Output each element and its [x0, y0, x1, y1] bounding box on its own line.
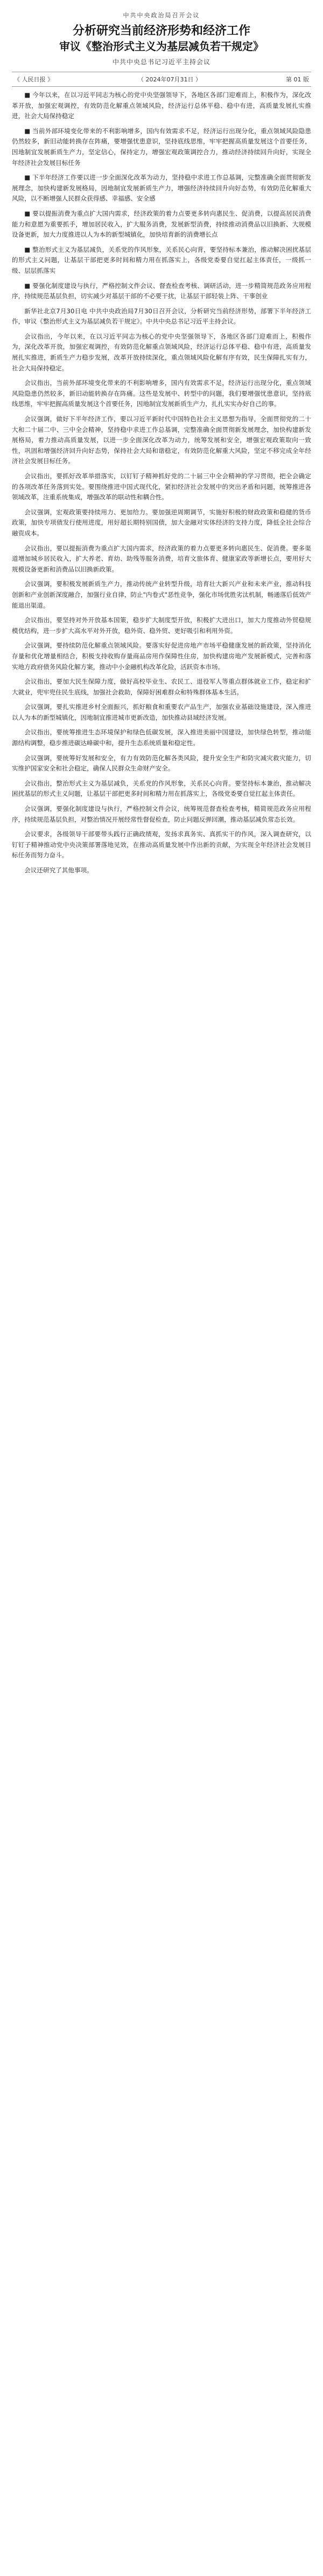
article-paragraph: ■ 今年以来，在以习近平同志为核心的党中央坚强领导下，各地区各部门迎难而上，积极作为，深化改革开放，加强宏观调控，有效防范化解重点领域风险，经济运行总体平稳、稳中有进，高质量发展扎实推进，社会大局保持稳定: [12, 91, 311, 120]
article-paragraph: ■ 要以提振消费为重点扩大国内需求，经济政策的着力点要更多转向惠民生、促消费，以提高居民消费能力和意愿为重要抓手，增加居民收入，扩大服务消费，发展新型消费，持续推动消费品以旧换新、大规模设备更新，加大力度推进以人为本的新型城镇化，加快培育新的消费增长点: [12, 209, 311, 239]
article-paragraph: 会议指出，要统筹推进生态环境保护和绿色低碳发展，深入推进美丽中国建设，加快绿色转型，推动能源结构调整，稳步推进碳达峰碳中和，提升生态系统质量和稳定性。: [12, 728, 311, 747]
page-label: 第 01 版: [285, 76, 309, 83]
article-paragraph: 会议指出，要抓好改革举措落实，以钉钉子精神抓好党的二十届三中全会精神的学习贯彻，把全会确定的各项改革任务落到实处。要围绕推进中国式现代化，紧扣经济社会发展中的突出矛盾和问题，统筹推进各领域改革，注重系统集成，增强改革的联动性和耦合性。: [12, 472, 311, 501]
date-label: （ 2024年07月31日 ）: [138, 76, 201, 83]
article-paragraph: 会议强调，要统筹好发展和安全，有力有效防范化解各类风险，提升安全生产和防灾减灾救灾能力，切实维护国家安全和社会稳定，确保人民群众生命财产安全。: [12, 754, 311, 773]
article-paragraph: 会议指出，当前外部环境变化带来的不利影响增多，国内有效需求不足，经济运行出现分化，重点领域风险隐患仍然较多，新旧动能转换存在阵痛。这些是发展中、转型中的问题，我们要增强忧患意识，坚持底线思维，牢牢把握高质量发展这个首要任务，因地制宜发展新质生产力，扎扎实实办好自己的事。: [12, 379, 311, 408]
article-paragraph: 会议指出，整治形式主义为基层减负，关系党的作风形象，关系民心向背。要坚持标本兼治，推动解决困扰基层的形式主义问题，让基层干部把更多时间和精力用在抓落实上，各级党委要自觉扛起主体责任。: [12, 779, 311, 798]
article-paragraph: 会议指出，今年以来，在以习近平同志为核心的党中央坚强领导下，各地区各部门迎难而上，积极作为，深化改革开放，加强宏观调控，有效防范化解重点领域风险，经济运行总体平稳、稳中有进，高质量发展扎实推进，新质生产力稳步发展，改革开放持续深化，重点领域风险化解有序有效，民生保障扎实有力，社会大局保持稳定。: [12, 332, 311, 372]
article-paragraph: 会议指出，要加大民生保障力度，做好高校毕业生、农民工、退役军人等重点群体就业工作，稳定和扩大就业，兜牢兜住民生底线，加强社会救助，保障好困难群众和特殊群体基本生活。: [12, 678, 311, 696]
meta-line: [12, 72, 311, 87]
article-paragraph: ■ 整治形式主义为基层减负，关系党的作风形象，关系民心向背，要坚持标本兼治，推动解决困扰基层的形式主义问题，让基层干部把更多时间和精力用在抓落实上，各级党委要自觉扛起主体责任，一级抓一级、层层抓落实: [12, 245, 311, 274]
article-paragraph: 会议指出，要以提振消费为重点扩大国内需求，经济政策的着力点要更多转向惠民生、促消费。要多渠道增加城乡居民收入，扩大养老、育幼、助残等服务消费，培育文旅体育、健康家政等新增长点，要用好大规模设备更新和消费品以旧换新政策。: [12, 544, 311, 573]
article-paragraph: 会议强调，要扎实推进乡村全面振兴，抓好粮食和重要农产品生产，加强农业基础设施建设，深入推进以人为本的新型城镇化，因地制宜推进城市更新改造，加快推动县域经济发展。: [12, 703, 311, 721]
article-byline: 中共中央总书记习近平主持会议: [112, 58, 210, 66]
article-subtitle: 审议《整治形式主义为基层减负若干规定》: [59, 40, 264, 53]
article-paragraph: 会议强调，宏观政策要持续用力、更加给力。要加强逆周期调节，实施好积极的财政政策和稳健的货币政策，加快专项债发行使用进度，用好超长期特别国债，加大金融对实体经济的支持力度，降低全社会综合融资成本。: [12, 508, 311, 537]
source-label: 《 人民日报 》: [14, 76, 53, 83]
article-paragraph: 会议还研究了其他事项。: [24, 866, 93, 874]
article-paragraph: 会议强调，要积极发展新质生产力，推动传统产业转型升级，培育壮大新兴产业和未来产业，推动科技创新和产业创新深度融合，加强行业自律，防止"内卷式"恶性竞争，强化市场优胜劣汰机制，畅通落后低效产能退出渠道。: [12, 580, 311, 609]
article-paragraph: 会议强调，做好下半年经济工作，要以习近平新时代中国特色社会主义思想为指导，全面贯彻党的二十大和二十届二中、三中全会精神，坚持稳中求进工作总基调，完整准确全面贯彻新发展理念，加快构建新发展格局，着力推动高质量发展，以进一步全面深化改革为动力，统筹发展和安全，增强宏观政策取向一致性，巩固和增强经济回升向好态势，保持社会大局和谐稳定，有效防范化解重大风险，坚定不移完成全年经济社会发展目标任务。: [12, 415, 311, 465]
article-paragraph: ■ 要强化制度建设与执行，严格控制文件会议、督查检查考核、调研活动，进一步精简规范政务应用程序，持续规范基层负担，切实减少对基层干部的不必要干扰，让基层干部轻装上阵、干事创业: [12, 281, 311, 300]
article-paragraph: ■ 当前外部环境变化带来的不利影响增多，国内有效需求不足，经济运行出现分化，重点领域风险隐患仍然较多，新旧动能转换存在阵痛，要增强忧患意识，坚持底线思维，牢牢把握高质量发展这个首要任务，因地制宜发展新质生产力，坚定信心，保持定力，增强宏观政策调控合力，推动经济持续回升向好，实现全年经济社会发展目标任务: [12, 127, 311, 167]
article-paragraph: 会议指出，要坚持对外开放基本国策，稳步扩大制度型开放，积极扩大进出口，加大力度推动外贸稳规模优结构，进一步扩大高水平对外开放，稳外资、稳外贸、更好吸引和利用外资。: [12, 616, 311, 635]
article-paragraph: 新华社北京7月30日电 中共中央政治局7月30日召开会议，分析研究当前经济形势，部署下半年经济工作，审议《整治形式主义为基层减负若干规定》。中共中央总书记习近平主持会议。: [12, 307, 311, 326]
article-paragraph: 会议要求，各级领导干部要带头践行正确政绩观，发扬求真务实、真抓实干的作风，深入调查研究，以钉钉子精神推动党中央决策部署落地见效，在推动高质量发展中作出新的贡献，为实现全年经济社会发展目标任务而努力奋斗。: [12, 830, 311, 859]
article-title: 分析研究当前经济形势和经济工作: [72, 24, 250, 38]
article-paragraph: 会议强调，要强化制度建设与执行，严格控制文件会议，统筹规范督查检查考核，精简规范政务应用程序，持续规范基层负担，对整治情况开展经常性督促检查，防止问题反弹回潮，推动基层减负常态长效。: [12, 805, 311, 823]
masthead: 中共中央政治局召开会议: [123, 12, 200, 19]
article-body: [12, 90, 311, 876]
article-paragraph: ■ 下半年经济工作要以进一步全面深化改革为动力，坚持稳中求进工作总基调，完整准确全面贯彻新发展理念，加快构建新发展格局，因地制宜发展新质生产力，增强经济持续回升向好态势，有效防范化解重大风险，以不断增强人民群众获得感、幸福感、安全感: [12, 174, 311, 203]
article-paragraph: 会议强调，要持续防范化解重点领域风险。要落实好促进房地产市场平稳健康发展的新政策，坚持消化存量和优化增量相结合，积极支持收购存量商品房用作保障性住房，加快构建房地产发展新模式，完善和落实地方政府债务风险化解方案，推动中小金融机构改革化险，活跃资本市场。: [12, 642, 311, 671]
